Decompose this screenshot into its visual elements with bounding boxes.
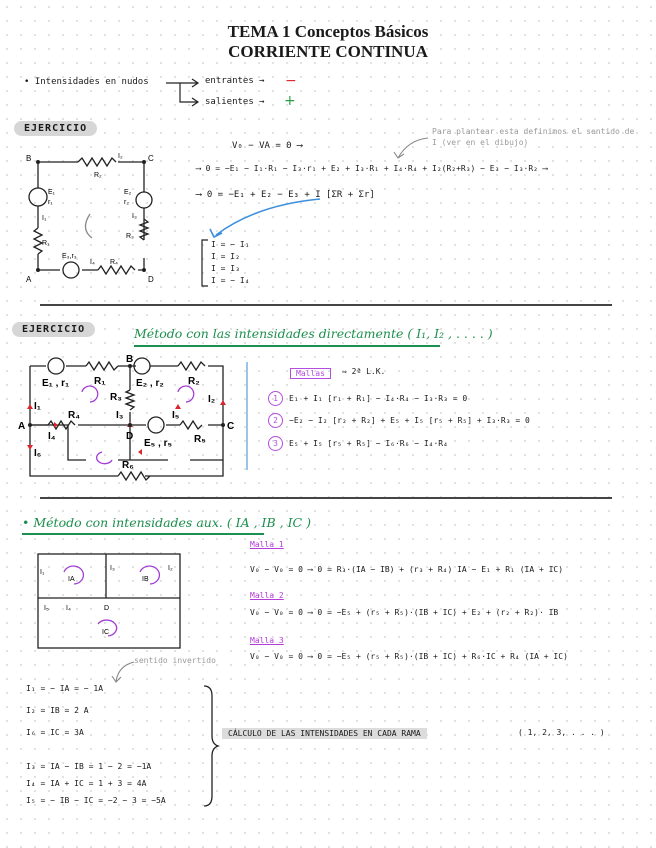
ej2-node-D: D [126,431,134,442]
ej1-R2-resistor [78,158,116,166]
intro-entrantes: entrantes → [205,76,265,86]
divider-1 [40,304,612,306]
ej2-I4: I₄ [48,431,56,442]
ej2-E5-source [148,417,164,433]
aux-result-5: I₄ = IA + IC = 1 + 3 = 4A [26,779,147,788]
intro-bullet: • Intensidades en nudos [24,77,149,87]
eq-number-1: 1 [268,391,283,406]
page-title: TEMA 1 Conceptos Básicos [227,22,429,41]
ej1-E3r3: E₃,r₃ [62,253,77,260]
ej1-R1-resistor [34,228,42,254]
malla3-eq: V₀ − V₀ = 0 ⟶ 0 = −E₅ + (r₅ + R₅)·(IB + IC) + R₆·IC + R₄ (IA + IC) [250,652,568,661]
page-subtitle: CORRIENTE CONTINUA [228,42,428,61]
ej2-R3: R₃ [110,392,122,403]
mallas-rule: ⇒ 2ª L.K. [342,367,386,376]
ej2-heading: Método con las intensidades directamente ( I₁, I₂ , . . . . ) [134,326,493,341]
malla3-title: Malla 3 [250,636,284,645]
ej1-eq1: V₀ − VA = 0 ⟶ [232,141,303,151]
ej1-result-3: I = I₃ [211,264,240,273]
ej1-node-B: B [26,154,32,163]
ej1-note: Para plantear esta definimos el sentido de I (ver en el dibujo) [432,127,635,147]
ej2-R2-resistor [178,362,205,370]
ej2-eq-1: E₁ + I₁ [r₁ + R₁] − I₄·R₄ − I₃·R₃ = 0 [289,394,468,403]
malla2-title: Malla 2 [250,591,284,600]
ej2-R1-resistor [86,362,118,370]
ej1-R4-resistor [98,266,135,274]
ej1-node-C: C [148,154,154,163]
aux-result-1: I₁ = − IA = − 1A [26,684,104,693]
aux-IC: IC [102,629,109,636]
ej1-result-4: I = − I₄ [211,276,250,285]
entrantes-sign: − [285,73,297,89]
ej2-E2-source [134,358,150,374]
ej1-result-1: I = − I₁ [211,240,250,249]
divider-2 [40,497,612,499]
malla2-eq: V₀ − V₀ = 0 ⟶ 0 = −E₅ + (r₅ + R₅)·(IB + IC) + E₂ + (r₂ + R₂)· IB [250,608,559,617]
ej1-I4: I₄ [90,259,95,266]
ej1-R3: R₃ [126,233,134,240]
ej2-I6: I₆ [34,448,42,459]
ej2-eq-2: −E₂ − I₂ [r₂ + R₂] + E₅ + I₅ [r₅ + R₅] + I₃·R₃ = 0 [289,416,530,425]
aux-I3: I₃ [110,565,115,572]
ej2-I1: I₁ [34,401,41,412]
ej2-circuit [18,352,248,487]
blue-curve-arrow [196,195,326,245]
ej2-node-A: A [18,421,26,432]
calculo-label: CÁLCULO DE LAS INTENSIDADES EN CADA RAMA [222,728,427,739]
ej2-pill: EJERCICIO [12,322,95,337]
aux-result-6: I₅ = − IB − IC = −2 − 3 = −5A [26,796,166,805]
sentido-note: sentido invertido [134,656,216,665]
ej1-eq3: ⟶ 0 = −E₁ + E₂ − E₃ + I [ΣR + Σr] [196,190,375,200]
ej2-R1: R₁ [94,376,106,387]
ej2-E2r2: E₂ , r₂ [136,378,164,389]
ej1-E1-source [29,188,47,206]
ej2-R5: R₅ [194,434,206,445]
aux-result-4: I₃ = IA − IB = 1 − 2 = −1A [26,762,152,771]
aux-I1: I₁ [40,569,45,576]
ej2-E1r1: E₁ , r₁ [42,378,70,389]
malla1-title: Malla 1 [250,540,284,549]
ej1-circuit [20,152,200,287]
ej2-node-C: C [227,421,235,432]
ej2-I5: I₅ [172,410,180,421]
ej2-R5-resistor [180,421,202,429]
sentido-arrow [112,660,138,686]
ej2-I3: I₃ [116,410,124,421]
ej2-R3-resistor [126,390,134,410]
ej2-R6: R₆ [122,460,134,471]
aux-I5: I₅ [44,605,49,612]
ej1-R4: R₄ [110,259,118,266]
ej2-node-B: B [126,354,134,365]
intro-salientes: salientes → [205,97,265,107]
ej1-node-A: A [26,275,32,284]
method2-heading: • Método con intensidades aux. ( IA , IB , IC ) [22,515,311,530]
ej1-r2: r₂ [124,199,130,206]
malla1-eq: V₀ − V₀ = 0 ⟶ 0 = R₃·(IA − IB) + (r₃ + R₄) IA − E₁ + R₁ (IA + IC) [250,565,564,574]
ej1-E3-source [63,262,79,278]
eq-number-2: 2 [268,413,283,428]
ej2-eq-row-3 [268,436,448,451]
ej1-E1: E₁ [48,189,56,196]
ej1-r1: r₁ [48,199,53,206]
ej2-E5r5: E₅ , r₅ [144,438,173,449]
ej1-eq2: ⟶ 0 = −E₁ − I₁·R₁ − I₃·r₁ + E₂ + I₃·R₁ + I₄·R₄ + I₂(R₂+R₃) − E₃ − I₃·R₂ ⟶ [196,164,548,173]
aux-node-D: D [104,605,110,612]
ej2-R4: R₄ [68,410,80,421]
aux-IB: IB [142,576,149,583]
calculo-tail: ( 1, 2, 3, . . . ) [518,728,605,737]
mallas-label: Mallas [290,368,331,379]
aux-result-2: I₂ = IB = 2 A [26,706,89,715]
branch-arrow [166,82,206,106]
ej2-eq-row-1 [268,391,467,406]
ej2-R2: R₂ [188,376,200,387]
method2-heading-underline [22,533,264,535]
results-brace [200,684,220,808]
ej1-node-D: D [148,275,154,284]
aux-grid [36,552,186,652]
note-arrow [388,134,432,164]
aux-I4: I₄ [66,605,71,612]
ej2-heading-underline [134,345,440,347]
ej1-I3: I₃ [132,213,137,220]
ej1-I2: I₂ [118,153,123,160]
ej1-I1: I₁ [42,215,47,222]
ej1-results-brace [200,238,210,288]
ej2-eq-row-2 [268,413,530,428]
ej2-I2: I₂ [208,394,216,405]
aux-IA: IA [68,576,75,583]
ej1-E2-source [136,192,152,208]
ej2-E1-source [48,358,64,374]
ej1-E2: E₂ [124,189,132,196]
salientes-sign: + [284,93,296,109]
eq-number-3: 3 [268,436,283,451]
ej2-eq-3: E₅ + I₅ [r₅ + R₅] − I₆·R₆ − I₄·R₄ [289,439,448,448]
aux-I2: I₂ [168,565,173,572]
aux-result-3: I₆ = IC = 3A [26,728,84,737]
ej1-R2: R₂ [94,172,102,179]
ej1-result-2: I = I₂ [211,252,240,261]
ej1-R1: R₁ [42,240,50,247]
ej1-pill: EJERCICIO [14,121,97,136]
ej2-blue-line [246,362,248,470]
